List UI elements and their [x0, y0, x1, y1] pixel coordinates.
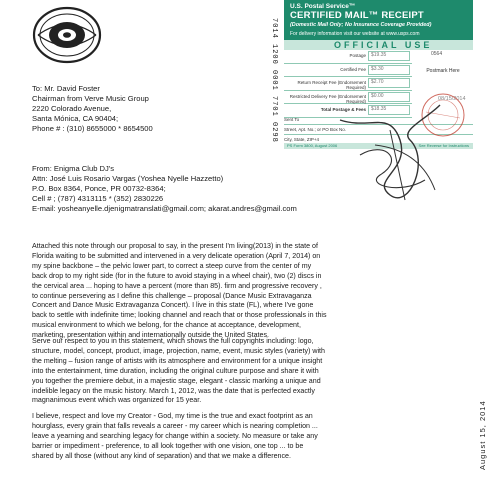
serial-number: 0564	[431, 51, 443, 57]
street-field: Street, Apt. No.; or PO Box No.	[284, 125, 473, 135]
address-line: 2220 Colorado Avenue,	[32, 104, 112, 113]
text-line: to continue persevering as I define this challenge – proposal (Dance Music Extravaganza	[32, 291, 312, 300]
text-line: Attached this note through our proposal to say, in the present I'm living(2013) in the state of	[32, 242, 318, 250]
text-line: I believe, respect and love my Creator - God, my time is the true and exact footprint as an	[32, 412, 313, 420]
fee-label: Restricted Delivery Fee (Endorsement Required)	[289, 93, 366, 104]
text-line: leave a yearning and searching legacy for change within a society. No measure or take any	[32, 431, 318, 440]
text-line: you together the premiere debut, in a majestic stage, elegant - classic marking a unique and	[32, 376, 321, 385]
fee-row	[284, 64, 412, 78]
official-use-bar	[284, 40, 473, 50]
text-line: the cervical area ... hoping to have a percent (more than 85). firm and progressive recovery ,	[32, 281, 322, 290]
city-field: City, State, ZIP+4	[284, 135, 473, 145]
fee-label: Certified Fee	[340, 66, 366, 72]
tracking-number-text: 7014 1200 0001 7701 0298	[270, 18, 278, 143]
text-line: indelible legacy on the music history. March 1, 2012, was the date that is perfected exactly	[32, 386, 315, 395]
fee-amount: $19.35	[368, 51, 410, 61]
address-line: From: Enigma Club DJ's	[32, 164, 115, 173]
text-line: musical environment to which we belong, for the chance at acceptance, development,	[32, 321, 301, 330]
address-line: E-mail: yosheanyelle.djenigmatranslati@gmail.com; akarat.andres@gmail.com	[32, 204, 297, 213]
text-line: magnanimous event which was organized for 15 year.	[32, 396, 202, 405]
address-line: Cell # ; (787) 4313115 * (352) 2830226	[32, 194, 164, 203]
address-line: Santa Mónica, CA 90404;	[32, 114, 119, 123]
text-line: Serve our respect to you in this statement, which shows the full copyrights including: logo,	[32, 337, 314, 345]
fee-row	[284, 50, 412, 64]
text-line: the melting – fusion range of artists with its atmosphere and environment for a unique insight	[32, 356, 323, 365]
text-line: my spine backbone – the pelvic lower part, to correct a steep curve from the center of my	[32, 261, 312, 270]
text-line: back to settle with indefinite time; looking channel and reach that or those professionals in this	[32, 311, 327, 320]
enigma-club-logo	[32, 6, 102, 64]
text-line: shared by all those (without any kind of separation) and that we make a difference.	[32, 451, 291, 460]
text-line: marketing, presentation within and internationally outside the United States.	[32, 331, 269, 340]
fee-amount: $2.70	[368, 78, 410, 88]
fee-amount: $0.00	[368, 92, 410, 102]
address-line: Chairman from Verve Music Group	[32, 94, 149, 103]
paragraph-copyrights	[32, 337, 472, 406]
text-line: into the entertainment, time duration, including the original culture purpose and share it with	[32, 366, 319, 375]
receipt-header-subtitle: (Domestic Mail Only; No Insurance Coverage Provided)	[290, 22, 432, 28]
postmark-label: Postmark Here	[426, 68, 460, 74]
handwritten-signature	[330, 100, 450, 210]
official-use-label: OFFICIAL USE	[334, 40, 433, 50]
address-line: To: Mr. David Foster	[32, 84, 100, 93]
address-line: Phone # : (310) 8655000 * 8654500	[32, 124, 153, 133]
fee-label: Total Postage & Fees	[320, 107, 366, 112]
address-line: Attn: José Luis Rosario Vargas (Yoshea Nyelle Hazzetto)	[32, 174, 224, 183]
sent-to-field: Sent To	[284, 115, 473, 125]
paragraph-proposal	[32, 242, 472, 341]
tracking-number	[268, 18, 282, 148]
text-line: back drop to my right side (for in the future to avoid staying in a wheel chair), two (2) discs in	[32, 271, 322, 280]
text-line: Concert and Dance Music Extravaganza Concert). I live in this state (FL), where I've gone	[32, 301, 314, 310]
fee-row	[284, 77, 412, 91]
text-line: structure, model, concept, product, image, projection, name, event, music styles (variety) with	[32, 346, 325, 355]
postmark-date: 08/15/2014	[438, 96, 466, 102]
recipient-address	[32, 84, 153, 134]
text-line: hourglass, every grain that falls reveals a career - my career which is nearing completion ...	[32, 421, 318, 430]
form-number: PS Form 3800, August 2006	[287, 143, 338, 148]
fee-label: Postage	[349, 53, 366, 58]
paragraph-belief	[32, 412, 472, 462]
fee-amount: $3.30	[368, 65, 410, 75]
fee-label: Return Receipt Fee (Endorsement Required)	[297, 80, 366, 90]
receipt-header	[284, 0, 473, 40]
instructions-note: See Reverse for Instructions	[418, 143, 469, 148]
receipt-header-title: CERTIFIED MAIL™ RECEIPT	[290, 10, 424, 21]
address-line: P.O. Box 8364, Ponce, PR 00732-8364;	[32, 184, 166, 193]
receipt-header-line1: U.S. Postal Service™	[290, 3, 356, 10]
text-line: barrier or impediment - preference, to all look together with one vision, one top ... to be	[32, 441, 304, 450]
receipt-header-website: For delivery information visit our website at www.usps.com	[290, 31, 420, 37]
vertical-date-stamp: August 15, 2014	[478, 400, 487, 470]
fee-amount: $18.35	[368, 105, 410, 115]
sender-address	[32, 164, 297, 214]
text-line: Florida waiting to be submitted and intervened in a very delicate operation (April 7, 2014) on	[32, 251, 321, 260]
